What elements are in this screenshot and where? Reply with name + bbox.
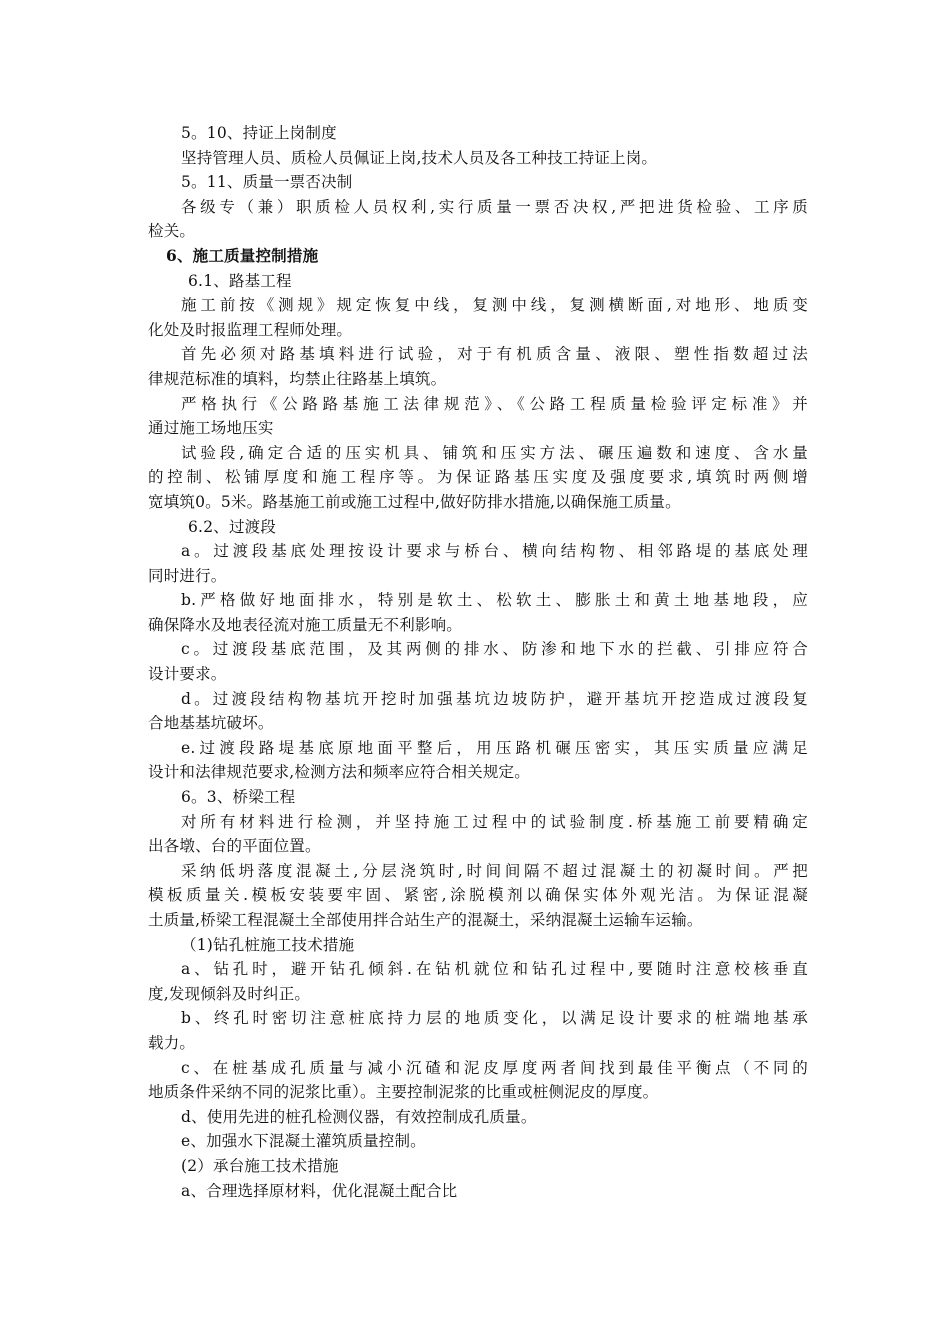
text-line: 6.1、路基工程	[188, 271, 292, 290]
text-line: 试验段,确定合适的压实机具、铺筑和压实方法、碾压遍数和速度、含水量	[181, 443, 808, 462]
text-line: 坚持管理人员、质检人员佩证上岗,技术人员及各工种技工持证上岗。	[181, 148, 658, 167]
text-line: 5。10、持证上岗制度	[181, 124, 337, 142]
text-line: (2）承台施工技术措施	[181, 1156, 339, 1175]
document-body	[148, 121, 808, 1203]
text-line: a、合理选择原材料，优化混凝土配合比	[181, 1181, 458, 1200]
text-line: 载力。	[148, 1033, 196, 1052]
text-line: 宽填筑0。5米。路基施工前或施工过程中,做好防排水措施,以确保施工质量。	[148, 492, 681, 511]
text-line: 各级专（兼）职质检人员权利,实行质量一票否决权,严把进货检验、工序质	[181, 197, 808, 216]
section-heading: 6、施工质量控制措施	[166, 245, 319, 265]
text-line: 采纳低坍落度混凝土,分层浇筑时,时间间隔不超过混凝土的初凝时间。严把	[181, 861, 808, 880]
text-line: d。过渡段结构物基坑开挖时加强基坑边坡防护，避开基坑开挖造成过渡段复	[181, 689, 808, 708]
text-line: 设计和法律规范要求,检测方法和频率应符合相关规定。	[148, 763, 530, 782]
text-line: c。过渡段基底范围，及其两侧的排水、防渗和地下水的拦截、引排应符合	[181, 640, 808, 659]
text-line: 首先必须对路基填料进行试验，对于有机质含量、液限、塑性指数超过法	[181, 345, 808, 364]
text-line: e、加强水下混凝土灌筑质量控制。	[181, 1132, 426, 1151]
text-line: 度,发现倾斜及时纠正。	[148, 984, 311, 1003]
text-line: 出各墩、台的平面位置。	[148, 837, 321, 856]
text-line: 律规范标准的填料，均禁止往路基上填筑。	[148, 369, 447, 388]
text-line: b.严格做好地面排水，特别是软土、松软土、膨胀土和黄土地基地段，应	[181, 591, 808, 610]
text-line: 的控制、松铺厚度和施工程序等。为保证路基压实度及强度要求,填筑时两侧增	[148, 468, 808, 487]
text-line: d、使用先进的桩孔检测仪器，有效控制成孔质量。	[181, 1107, 537, 1126]
text-line: 同时进行。	[148, 566, 227, 585]
text-line: 5。11、质量一票否决制	[181, 173, 353, 192]
text-line: b、终孔时密切注意桩底持力层的地质变化，以满足设计要求的桩端地基承	[181, 1009, 808, 1028]
text-line: 对所有材料进行检测，并坚持施工过程中的试验制度.桥基施工前要精确定	[181, 812, 808, 831]
text-line: a。过渡段基底处理按设计要求与桥台、横向结构物、相邻路堤的基底处理	[181, 542, 808, 561]
text-line: e.过渡段路堤基底原地面平整后，用压路机碾压密实，其压实质量应满足	[181, 738, 808, 757]
text-line: 化处及时报监理工程师处理。	[148, 320, 353, 339]
text-line: 确保降水及地表径流对施工质量无不利影响。	[148, 615, 463, 634]
text-line: 6。3、桥梁工程	[181, 788, 296, 807]
text-line: a、钻孔时，避开钻孔倾斜.在钻机就位和钻孔过程中,要随时注意校核垂直	[181, 960, 808, 979]
text-line: 设计要求。	[148, 665, 227, 684]
text-line: 模板质量关.模板安装要牢固、紧密,涂脱模剂以确保实体外观光洁。为保证混凝	[148, 886, 808, 905]
text-line: 施工前按《测规》规定恢复中线，复测中线，复测横断面,对地形、地质变	[181, 296, 808, 315]
text-line: 地质条件采纳不同的泥浆比重）。主要控制泥浆的比重或桩侧泥皮的厚度。	[148, 1083, 659, 1102]
text-line: 土质量,桥梁工程混凝土全部使用拌合站生产的混凝土，采纳混凝土运输车运输。	[148, 911, 703, 929]
text-line: c、在桩基成孔质量与减小沉碴和泥皮厚度两者间找到最佳平衡点（不同的	[181, 1058, 808, 1077]
text-line: 合地基基坑破坏。	[148, 714, 274, 733]
text-line: （1)钻孔桩施工技术措施	[181, 935, 355, 954]
text-line: 检关。	[148, 222, 196, 241]
text-line: 通过施工场地压实	[148, 419, 274, 438]
text-line: 6.2、过渡段	[188, 517, 277, 536]
text-line: 严格执行《公路路基施工法律规范》、《公路工程质量检验评定标准》并	[181, 394, 808, 413]
